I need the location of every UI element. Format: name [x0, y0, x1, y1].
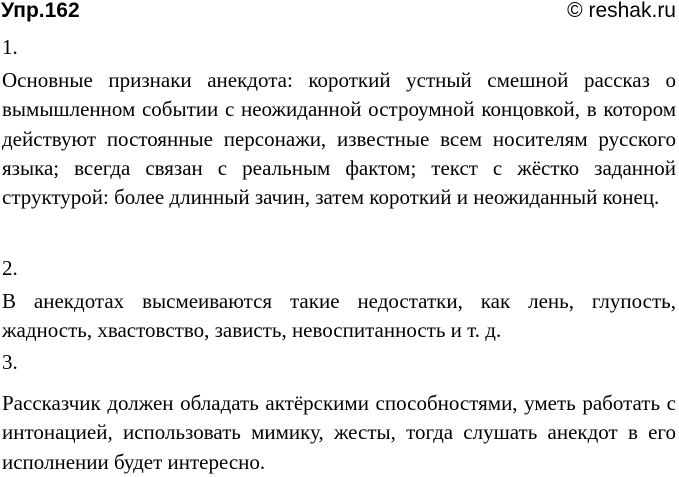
source-watermark: © reshak.ru — [567, 0, 676, 22]
answer-number-1: 1. — [2, 35, 18, 59]
answer-number-3: 3. — [2, 350, 18, 374]
answer-text-1: Основные признаки анекдота: короткий устный смешной рассказ о вымышленном событии с неожиданной остроумной концовкой, в котором действуют постоянные персонажи, известные всем носителям русского языка; всегда связан с реальным фактом; текст с жёстко заданной структурой: более длинный зачин, затем короткий и неожиданный конец. — [2, 68, 676, 210]
answer-number-2: 2. — [2, 256, 18, 280]
answer-text-2: В анекдотах высмеиваются такие недостатки, как лень, глупость, жадность, хвастовство, зависть, невоспитанность и т. д. — [2, 289, 676, 343]
answer-text-3: Рассказчик должен обладать актёрскими способностями, уметь работать с интонацией, использовать мимику, жесты, тогда слушать анекдот в его исполнении будет интересно. — [2, 391, 676, 474]
page-header — [1, 0, 676, 26]
exercise-title: Упр.162 — [1, 0, 80, 22]
